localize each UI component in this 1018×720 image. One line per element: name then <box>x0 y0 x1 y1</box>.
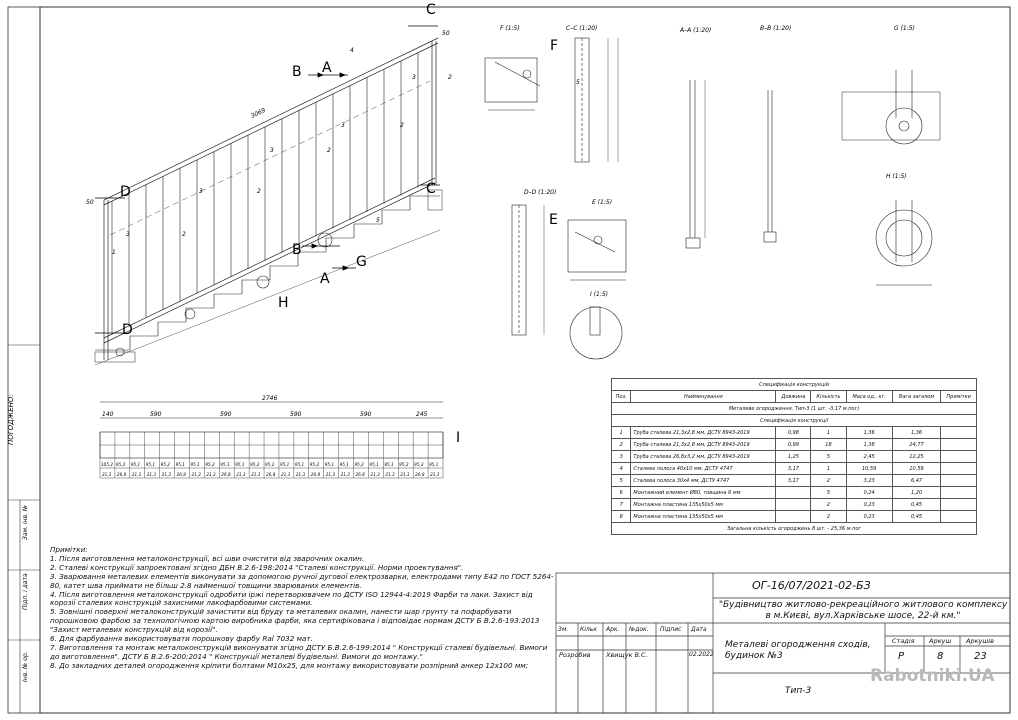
developer-role: Розробив <box>559 651 591 659</box>
spec-cell-notes <box>941 511 977 523</box>
spec-cell-mass: 0,23 <box>846 511 892 523</box>
plan-gap-label: 26,8 <box>266 472 276 477</box>
spec-row <box>612 451 977 463</box>
railing-elevation <box>95 38 442 365</box>
spec-cell-pos: 3 <box>612 451 631 463</box>
spec-cell-total: 6,47 <box>892 475 941 487</box>
dim-590-4: 590 <box>360 411 372 418</box>
col-head-sheet: Арк. <box>606 626 620 633</box>
plan-spacing-label: 95,1 <box>429 462 439 467</box>
spec-cell-notes <box>941 439 977 451</box>
cut-label-a-bottom: A <box>320 271 330 287</box>
spec-cell-len: 0,98 <box>776 427 811 439</box>
spec-cell-mass: 2,45 <box>846 451 892 463</box>
spec-cell-notes <box>941 475 977 487</box>
sheets-head: Аркушів <box>966 637 994 645</box>
plan-spacing-label: 95,1 <box>384 462 394 467</box>
callout-3-b: 3 <box>341 122 345 129</box>
spec-cell-qty: 1 <box>811 427 846 439</box>
title-section-dd: D–D (1:20) <box>524 189 557 196</box>
spec-row <box>612 487 977 499</box>
plan-spacing-label: 95,1 <box>339 462 349 467</box>
plan-gap-label: 21,3 <box>206 472 216 477</box>
callout-3-d: 3 <box>199 188 203 195</box>
spec-cell-mass: 0,23 <box>846 499 892 511</box>
callout-4: 4 <box>350 47 354 54</box>
spec-cell-total: 1,20 <box>892 487 941 499</box>
detail-marker-e: E <box>549 212 558 228</box>
developer-name: Хвищук В.С. <box>606 651 648 659</box>
approval-label: ПОГОДЖЕНО: <box>7 394 15 445</box>
spec-head-total: Вага загалом <box>892 391 941 403</box>
spec-cell-name: Монтажна пластина 135х50х5 мм <box>631 511 776 523</box>
watermark: Rabotniki.UA <box>870 666 995 686</box>
spec-cell-pos: 1 <box>612 427 631 439</box>
plan-gap-label: 26,8 <box>116 472 127 477</box>
plan-gap-label: 21,3 <box>325 472 336 477</box>
plan-spacing-label: 95,1 <box>324 462 335 467</box>
cut-label-d-top: D <box>120 184 131 200</box>
note-item: 6. Для фарбування використовувати порошкову фарбу Ral 7032 мат. <box>50 634 313 644</box>
plan-gap-label: 26,8 <box>221 472 231 477</box>
dim-590-3: 590 <box>290 411 302 418</box>
spec-cell-len <box>776 487 811 499</box>
cut-label-d-bottom: D <box>122 322 133 338</box>
title-section-bb: B–B (1:20) <box>760 25 792 32</box>
title-section-cc: C–C (1:20) <box>566 25 598 32</box>
spec-row <box>612 511 977 523</box>
plan-gap-label: 26,8 <box>355 472 365 477</box>
plan-spacing-label: 95,2 <box>414 462 424 467</box>
note-item: 4. Після виготовлення металоконструкції одробити іржі перетворювачем по ДСТУ ISO 12944-4:2019 Фарби та лаки. Захист від корозії сталевих конструкцій захисними лакофарбовими системами. <box>50 589 533 608</box>
spec-cell-len: 3,17 <box>776 475 811 487</box>
spec-cell-notes <box>941 427 977 439</box>
title-section-aa: A–A (1:20) <box>680 27 712 34</box>
notes-block <box>50 546 555 671</box>
plan-spacing-label: 95,2 <box>354 462 364 467</box>
cut-label-a-top: A <box>322 60 332 76</box>
plan-gap-label: 26,8 <box>176 472 186 477</box>
plan-gap-label: 21,3 <box>236 472 246 477</box>
spec-cell-mass: 10,59 <box>846 463 892 475</box>
spec-head-qty: Кількість <box>811 391 846 403</box>
spec-title: Специфікація конструкцій <box>612 379 977 391</box>
sheet-value: 8 <box>937 651 944 662</box>
spec-row <box>612 499 977 511</box>
spec-subgroup: Специфікація конструкції <box>612 415 977 427</box>
spec-cell-name: Сталева полоса 30х4 мм, ДСТУ 4747 <box>631 475 776 487</box>
title-detail-i: I (1:5) <box>590 291 609 298</box>
plan-gap-labels <box>102 472 440 477</box>
detail-drawings <box>485 38 940 359</box>
plan-spacing-label: 95,2 <box>399 462 409 467</box>
dim-590-1: 590 <box>150 411 162 418</box>
side-cell-replace: Зам. інв. № <box>22 504 29 540</box>
dim-left-50: 50 <box>86 199 94 206</box>
spec-row <box>612 439 977 451</box>
plan-spacing-label: 95,2 <box>309 462 320 467</box>
spec-cell-pos: 2 <box>612 439 631 451</box>
spec-cell-name: Труба сталева 26,8х3,2 мм, ДСТУ 8943-2019 <box>631 451 776 463</box>
spec-cell-len <box>776 499 811 511</box>
plan-spacing-label: 95,1 <box>145 462 156 467</box>
plan-spacing-label: 95,1 <box>130 462 141 467</box>
spec-cell-name: Монтажна пластина 135х50х5 мм <box>631 499 776 511</box>
plan-spacing-label: 95,2 <box>250 462 260 467</box>
callout-3-c: 3 <box>270 147 274 154</box>
title-detail-f: F (1:5) <box>500 25 520 32</box>
spec-cell-len <box>776 511 811 523</box>
title-detail-e: E (1:5) <box>592 199 613 206</box>
callout-2-d: 2 <box>257 188 261 195</box>
spec-cell-qty: 5 <box>811 451 846 463</box>
plan-gap-label: 21,3 <box>295 472 306 477</box>
spec-cell-notes <box>941 463 977 475</box>
callout-2-e: 2 <box>182 231 186 238</box>
plan-spacing-label: 95,1 <box>220 462 230 467</box>
dim-140: 140 <box>102 411 114 418</box>
spec-cell-qty: 5 <box>811 487 846 499</box>
plan-spacing-labels <box>101 462 439 467</box>
spec-cell-notes <box>941 487 977 499</box>
spec-cell-name: Сталева полоса 40х10 мм, ДСТУ 4747 <box>631 463 776 475</box>
dim-245: 245 <box>416 411 428 418</box>
plan-spacing-label: 95,1 <box>369 462 379 467</box>
specification-table <box>611 378 977 535</box>
project-name: "Будівництво житлово-рекреаційного житлового комплексу в м.Києві, вул.Харківське шосе, 22-й км." <box>718 600 1008 621</box>
spec-cell-total: 0,45 <box>892 499 941 511</box>
railing-type: Тип-3 <box>785 686 812 696</box>
col-head-sign: Підпис <box>660 626 682 633</box>
plan-spacing-label: 95,2 <box>115 462 126 467</box>
note-item: 2. Сталеві конструкції запроектовані згідно ДБН В.2.6-198:2014 "Сталеві конструкції. Норми проектування". <box>50 562 464 572</box>
callout-5: 5 <box>376 217 380 224</box>
spec-cell-total: 0,45 <box>892 511 941 523</box>
dim-handrail-length: 3069 <box>249 107 267 120</box>
callout-2-c: 2 <box>327 147 331 154</box>
plan-gap-label: 21,3 <box>400 472 410 477</box>
note-item: 8. До закладних деталей огородження кріпити болтами М10х25, для монтажу використовувати розпірний анкер 12х100 мм; <box>50 660 529 670</box>
spec-cell-pos: 7 <box>612 499 631 511</box>
plan-spacing-label: 95,2 <box>160 462 170 467</box>
plan-spacing-label: 95,2 <box>205 462 215 467</box>
sheet-title: Металеві огородження сходів, будинок №3 <box>725 640 871 661</box>
note-item: 1. Після виготовлення металоконструкції, всі шви очистити від зварочних окалин. <box>50 553 365 563</box>
spec-cell-qty: 18 <box>811 439 846 451</box>
spec-row <box>612 463 977 475</box>
balusters <box>112 53 418 334</box>
plan-gap-label: 21,3 <box>161 472 171 477</box>
note-item: 7. Виготовлення та монтаж металоконструкцій виконувати згідно ДСТУ Б.В.2.6-199:2014 " Конструкції сталеві будівельні. Вимоги до виготовлення". ДСТУ Б В.2.6-200:2014 " Конструкції металеві будівельні. Вимоги до монтажу." <box>50 642 548 661</box>
col-head-change: Зм. <box>558 626 569 633</box>
cut-label-b-top: B <box>292 64 302 80</box>
detail-label-h: H <box>278 295 289 311</box>
stage-value: Р <box>898 651 905 662</box>
callout-1: 1 <box>112 249 116 256</box>
dim-total-width: 2746 <box>262 395 278 402</box>
spec-cell-pos: 6 <box>612 487 631 499</box>
spec-cell-name: Труба сталева 21,3х2,8 мм, ДСТУ 8943-2019 <box>631 439 776 451</box>
plan-spacing-label: 95,1 <box>294 462 305 467</box>
plan-gap-label: 21,3 <box>280 472 291 477</box>
plan-gap-label: 21,3 <box>191 472 201 477</box>
plan-spacing-label: 95,1 <box>190 462 200 467</box>
col-head-date: Дата <box>691 626 707 633</box>
plan-gap-label: 21,3 <box>430 472 440 477</box>
plan-spacing-label: 105,2 <box>101 462 113 467</box>
spec-cell-notes <box>941 499 977 511</box>
spec-cell-mass: 3,23 <box>846 475 892 487</box>
spec-cell-name: Монтажний елемент Ø80, товщина 6 мм <box>631 487 776 499</box>
plan-spacing-label: 95,1 <box>279 462 290 467</box>
detail-marker-f: F <box>550 38 559 54</box>
title-detail-h: H (1:5) <box>886 173 907 180</box>
developer-date: 02.2022 <box>689 651 714 658</box>
spec-cell-qty: 2 <box>811 499 846 511</box>
spec-cell-pos: 8 <box>612 511 631 523</box>
plan-gap-label: 21,3 <box>251 472 261 477</box>
plan-gap-label: 21,3 <box>146 472 157 477</box>
spec-cell-len: 0,99 <box>776 439 811 451</box>
callout-5-cc: 5 <box>576 79 580 86</box>
detail-label-g: G <box>356 254 367 270</box>
detail-label-i: I <box>456 430 461 446</box>
spec-head-pos: Поз. <box>612 391 631 403</box>
spec-cell-notes <box>941 451 977 463</box>
spec-cell-qty: 1 <box>811 463 846 475</box>
callout-3-e: 3 <box>126 231 130 238</box>
callout-2-top: 2 <box>448 74 452 81</box>
spec-head-mass: Маса од., кг. <box>846 391 892 403</box>
col-head-doc: №док. <box>629 626 649 633</box>
spec-cell-pos: 5 <box>612 475 631 487</box>
sheet-head: Аркуш <box>929 637 952 645</box>
cut-label-b-bottom: B <box>292 242 302 258</box>
spec-cell-name: Труба сталева 21,3х2,8 мм, ДСТУ 8943-2019 <box>631 427 776 439</box>
anchor-disc-3 <box>185 309 195 319</box>
title-detail-g: G (1:5) <box>894 25 915 32</box>
notes-title: Примітки: <box>50 545 88 554</box>
spec-head-len: Довжина <box>776 391 811 403</box>
spec-cell-mass: 1,36 <box>846 427 892 439</box>
plan-gap-label: 26,8 <box>415 472 425 477</box>
spec-head-notes: Примітки <box>941 391 977 403</box>
spec-head-name: Найменування <box>631 391 776 403</box>
plan-gap-label: 21,3 <box>131 472 142 477</box>
side-cell-inv: Інв. № ор. <box>22 651 29 682</box>
cut-label-c-top: C <box>426 2 436 18</box>
sheets-value: 23 <box>974 651 987 662</box>
anchor-disc-b <box>318 233 332 247</box>
side-cell-sign: Підп. і дата <box>22 573 29 610</box>
spec-cell-pos: 4 <box>612 463 631 475</box>
spec-cell-total: 1,36 <box>892 427 941 439</box>
dim-top-50: 50 <box>442 30 450 37</box>
spec-group: Металеве огородження, Тип-3 (1 шт. -3,17 м.пог) <box>612 403 977 415</box>
cut-label-c-bottom: C <box>426 181 436 197</box>
spec-cell-mass: 0,24 <box>846 487 892 499</box>
spec-cell-mass: 1,38 <box>846 439 892 451</box>
callout-2-b: 2 <box>400 122 404 129</box>
dim-590-2: 590 <box>220 411 232 418</box>
plan-spacing-label: 95,1 <box>235 462 245 467</box>
plan-spacing-label: 95,1 <box>175 462 185 467</box>
spec-cell-qty: 2 <box>811 511 846 523</box>
spec-cell-total: 10,59 <box>892 463 941 475</box>
plan-gap-label: 21,3 <box>102 472 112 477</box>
spec-footer: Загальна кількість огороджень 8 шт. - 25,36 м.пог <box>612 523 977 535</box>
col-head-count: Кільк <box>580 626 597 633</box>
note-item: 5. Зовнішні поверхні металоконструкцій зачистити від бруду та металевих окалин, нанести шар грунту та пофарбувати порошковою фарбою за технологічною картою виробника фарби, яка сертифікована і відповідає нормам ДСТУ Б В.2.6-193:2013 "Захист металевих конструкцій від корозії". <box>50 607 540 635</box>
spec-row <box>612 427 977 439</box>
spec-cell-len: 3,17 <box>776 463 811 475</box>
note-item: 3. Зварювання металевих елементів виконувати за допомогою ручної дугової електрозварки, електродами типу Е42 по ГОСТ 5264-80, катет шва приймати не більш 2.8 найменшої товщини зварюваних елементів. <box>50 571 554 590</box>
document-code: ОГ-16/07/2021-02-БЗ <box>752 579 871 592</box>
plan-gap-label: 21,3 <box>385 472 395 477</box>
spec-cell-qty: 2 <box>811 475 846 487</box>
plan-gap-label: 21,3 <box>340 472 350 477</box>
plan-spacing-label: 95,2 <box>265 462 275 467</box>
plan-gap-label: 21,3 <box>370 472 380 477</box>
spec-cell-total: 24,77 <box>892 439 941 451</box>
anchor-disc-h <box>257 276 269 288</box>
spec-cell-total: 12,25 <box>892 451 941 463</box>
callout-3-a: 3 <box>412 74 416 81</box>
plan-gap-label: 26,8 <box>310 472 321 477</box>
stage-head: Стадія <box>892 637 915 645</box>
spec-cell-len: 1,25 <box>776 451 811 463</box>
spec-row <box>612 475 977 487</box>
